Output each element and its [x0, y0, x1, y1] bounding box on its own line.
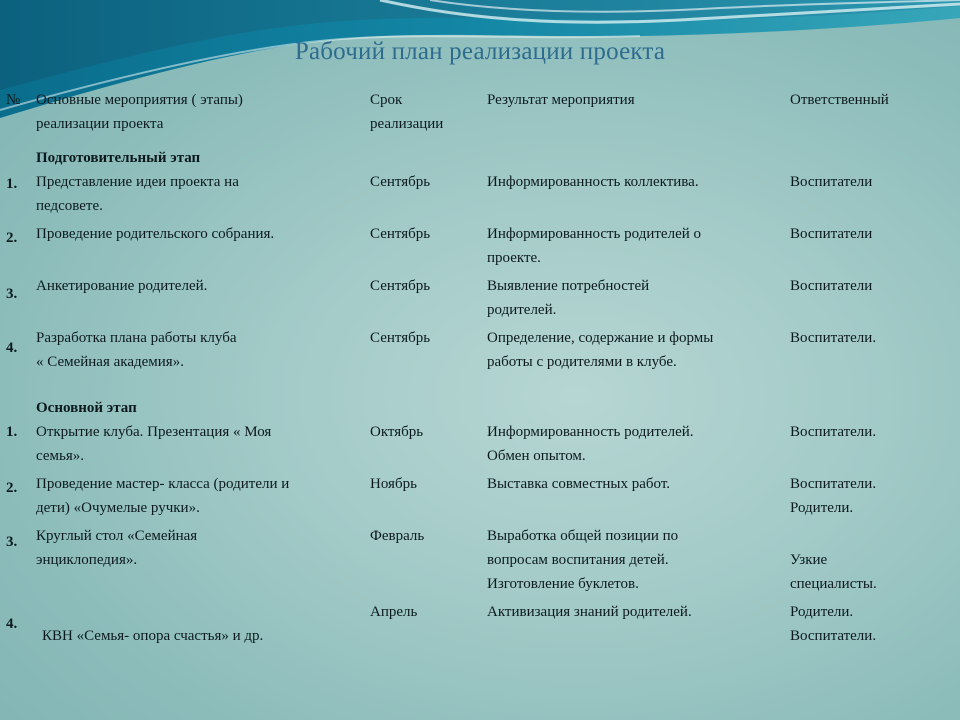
row-responsible: Воспитатели [790, 174, 873, 190]
row-number: 1. [6, 424, 18, 440]
header-result: Результат мероприятия [487, 92, 635, 108]
table-row [0, 420, 960, 472]
row-activity [36, 326, 366, 374]
table-row [0, 274, 960, 326]
row-responsible: Воспитатели [790, 278, 873, 294]
row-term: Сентябрь [370, 174, 431, 190]
row-term: Сентябрь [370, 278, 431, 294]
header-responsible: Ответственный [790, 92, 889, 108]
table-row [0, 472, 960, 524]
responsible-line: специалисты. [790, 576, 877, 592]
table-header-row [0, 88, 960, 136]
row-term: Ноябрь [370, 476, 417, 492]
row-number: 2. [6, 230, 18, 246]
row-number: 4. [6, 616, 18, 632]
result-line: Информированность родителей. [487, 424, 694, 440]
row-responsible [790, 548, 955, 596]
row-result [487, 524, 777, 596]
result-line: работы с родителями в клубе. [487, 354, 677, 370]
table-row [0, 524, 960, 600]
row-term: Апрель [370, 604, 418, 620]
activity-line: семья». [36, 448, 84, 464]
row-responsible [790, 600, 955, 648]
result-line: Обмен опытом. [487, 448, 586, 464]
row-result: Активизация знаний родителей. [487, 604, 692, 620]
activity-line: Представление идеи проекта на [36, 174, 239, 190]
project-plan-table [0, 88, 960, 652]
row-number: 2. [6, 480, 18, 496]
responsible-line: Родители. [790, 604, 854, 620]
responsible-line: Родители. [790, 500, 854, 516]
table-row [0, 222, 960, 274]
stage-row [0, 396, 960, 420]
result-line: родителей. [487, 302, 557, 318]
row-result: Информированность коллектива. [487, 174, 699, 190]
row-activity [36, 170, 366, 218]
activity-line: Проведение мастер- класса (родители и [36, 476, 290, 492]
page-title: Рабочий план реализации проекта [294, 38, 666, 65]
responsible-line: Воспитатели. [790, 628, 877, 644]
stage-title: Основной этап [36, 400, 137, 416]
responsible-line: Воспитатели. [790, 476, 877, 492]
table-row [0, 600, 960, 652]
stage-title: Подготовительный этап [36, 150, 201, 166]
activity-line: Круглый стол «Семейная [36, 528, 198, 544]
header-activity-line2: реализации проекта [36, 116, 164, 132]
row-number: 4. [6, 340, 18, 356]
activity-line: энциклопедия». [36, 552, 138, 568]
header-activity-line1: Основные мероприятия ( этапы) [36, 92, 243, 108]
row-result: Выставка совместных работ. [487, 476, 671, 492]
result-line: Выработка общей позиции по [487, 528, 679, 544]
result-line: Информированность родителей о [487, 226, 702, 242]
activity-line: педсовете. [36, 198, 103, 214]
row-activity [36, 420, 366, 468]
table-row [0, 170, 960, 222]
row-responsible: Воспитатели. [790, 330, 877, 346]
row-result [487, 222, 777, 270]
header-activity [36, 88, 366, 136]
header-term-line1: Срок [370, 92, 403, 108]
result-line: Определение, содержание и формы [487, 330, 714, 346]
row-activity [36, 524, 366, 572]
responsible-line: Узкие [790, 552, 828, 568]
row-number: 3. [6, 534, 18, 550]
activity-line: дети) «Очумелые ручки». [36, 500, 200, 516]
row-term: Февраль [370, 528, 425, 544]
row-term: Сентябрь [370, 330, 431, 346]
row-result [487, 326, 777, 374]
row-number: 3. [6, 286, 18, 302]
row-responsible: Воспитатели. [790, 424, 877, 440]
activity-line: « Семейная академия». [36, 354, 184, 370]
result-line: проекте. [487, 250, 541, 266]
table-row [0, 326, 960, 378]
row-activity [36, 472, 366, 520]
row-responsible: Воспитатели [790, 226, 873, 242]
row-result [487, 420, 777, 468]
row-number: 1. [6, 176, 18, 192]
stage-row [0, 146, 960, 170]
row-responsible [790, 472, 955, 520]
result-line: вопросам воспитания детей. [487, 552, 669, 568]
row-activity: КВН «Семья- опора счастья» и др. [42, 628, 264, 644]
row-activity: Проведение родительского собрания. [36, 226, 275, 242]
row-result [487, 274, 777, 322]
result-line: Изготовление буклетов. [487, 576, 639, 592]
row-activity: Анкетирование родителей. [36, 278, 208, 294]
result-line: Выявление потребностей [487, 278, 650, 294]
row-term: Октябрь [370, 424, 424, 440]
activity-line: Открытие клуба. Презентация « Моя [36, 424, 272, 440]
header-term [370, 88, 480, 136]
activity-line: Разработка плана работы клуба [36, 330, 237, 346]
row-term: Сентябрь [370, 226, 431, 242]
header-num: № [6, 92, 21, 108]
header-term-line2: реализации [370, 116, 444, 132]
